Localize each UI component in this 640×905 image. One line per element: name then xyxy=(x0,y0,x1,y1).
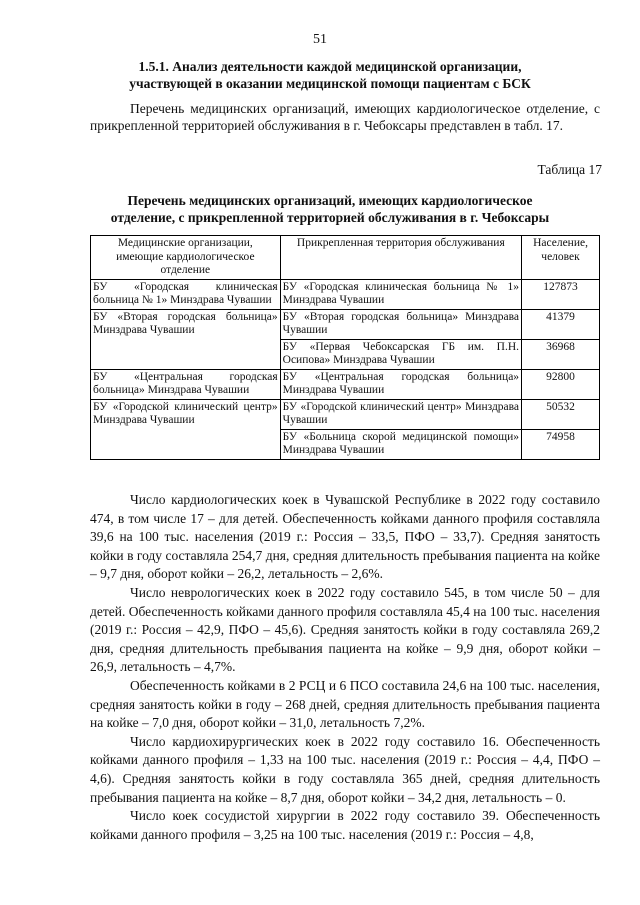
table-row xyxy=(91,279,600,309)
table-row xyxy=(91,309,600,339)
body-text xyxy=(90,491,600,844)
table-row xyxy=(91,369,600,399)
header-territory: Прикрепленная территория обслуживания xyxy=(280,236,521,280)
territory-cell: БУ «Городской клинический центр» Минздрава Чувашии xyxy=(280,399,521,429)
paragraph-cardiac-surgery-beds: Число кардиохирургических коек в 2022 году составило 16. Обеспеченность койками данного профиля – 1,33 на 100 тыс. населения (2019 г.: Россия – 4,4, ПФО – 4,6). Средняя занятость койки в году составляла 365 дней, средняя длительность пребывания пациента на койке – 8,7 дня, оборот койки – 34,2 дня, летальность – 0. xyxy=(90,733,600,805)
table-title: Перечень медицинских организаций, имеющих кардиологическое отделение, с прикрепленной территорией обслуживания в г. Чебоксары xyxy=(110,193,550,225)
org-cell: БУ «Вторая городская больница» Минздрава Чувашии xyxy=(91,309,281,369)
population-cell: 50532 xyxy=(522,399,600,429)
org-cell: БУ «Городской клинический центр» Минздрава Чувашии xyxy=(91,399,281,459)
territory-cell: БУ «Первая Чебоксарская ГБ им. П.Н. Осипова» Минздрава Чувашии xyxy=(280,339,521,369)
population-cell: 127873 xyxy=(522,279,600,309)
population-cell: 41379 xyxy=(522,309,600,339)
paragraph-rsc-pso-beds: Обеспеченность койками в 2 РСЦ и 6 ПСО составила 24,6 на 100 тыс. населения, средняя занятость койки в году – 268 дней, средняя длительность пребывания пациента на койке – 7,0 дня, оборот койки – 31,0, летальность 7,2%. xyxy=(90,677,600,731)
territory-cell: БУ «Городская клиническая больница № 1» Минздрава Чувашии xyxy=(280,279,521,309)
page-number: 51 xyxy=(313,32,327,47)
population-cell: 36968 xyxy=(522,339,600,369)
paragraph-cardiology-beds: Число кардиологических коек в Чувашской Республике в 2022 году составило 474, в том числе 17 – для детей. Обеспеченность койками данного профиля составляла 39,6 на 100 тыс. населения (2019 г.: Россия – 33,5, ПФО – 33,7). Средняя занятость койки в году составляла 254,7 дня, средняя длительность пребывания пациента на койке – 9,7 дня, оборот койки – 26,2, летальность – 2,6%. xyxy=(90,492,600,582)
org-cell: БУ «Городская клиническая больница № 1» Минздрава Чувашии xyxy=(91,279,281,309)
territory-cell: БУ «Вторая городская больница» Минздрава Чувашии xyxy=(280,309,521,339)
table-header-row xyxy=(91,236,600,280)
paragraph-neurology-beds: Число неврологических коек в 2022 году составило 545, в том числе 50 – для детей. Обеспеченность койками данного профиля составляла 45,4 на 100 тыс. населения (2019 г.: Россия – 42,9, ПФО – 45,6). Средняя занятость койки в году составляла 269,2 дня, средняя длительность пребывания пациента на койке – 9,9 дня, оборот койки – 26,9, летальность – 4,7%. xyxy=(90,584,600,675)
territory-cell: БУ «Центральная городская больница» Минздрава Чувашии xyxy=(280,369,521,399)
header-population: Население, человек xyxy=(522,236,600,280)
header-organizations: Медицинские организации, имеющие кардиологическое отделение xyxy=(91,236,281,280)
table-label: Таблица 17 xyxy=(537,162,602,177)
organizations-table xyxy=(90,235,600,460)
org-cell: БУ «Центральная городская больница» Минздрава Чувашии xyxy=(91,369,281,399)
intro-paragraph: Перечень медицинских организаций, имеющих кардиологическое отделение, с прикрепленной территорией обслуживания в г. Чебоксары представлен в табл. 17. xyxy=(90,101,600,133)
paragraph-vascular-surgery-beds: Число коек сосудистой хирургии в 2022 году составило 39. Обеспеченность койками данного профиля – 3,25 на 100 тыс. населения (2019 г.: Россия – 4,8, xyxy=(90,808,600,842)
population-cell: 74958 xyxy=(522,429,600,459)
section-heading: 1.5.1. Анализ деятельности каждой медицинской организации, участвующей в оказании медицинской помощи пациентам с БСК xyxy=(129,59,531,91)
table-row xyxy=(91,399,600,429)
population-cell: 92800 xyxy=(522,369,600,399)
territory-cell: БУ «Больница скорой медицинской помощи» Минздрава Чувашии xyxy=(280,429,521,459)
